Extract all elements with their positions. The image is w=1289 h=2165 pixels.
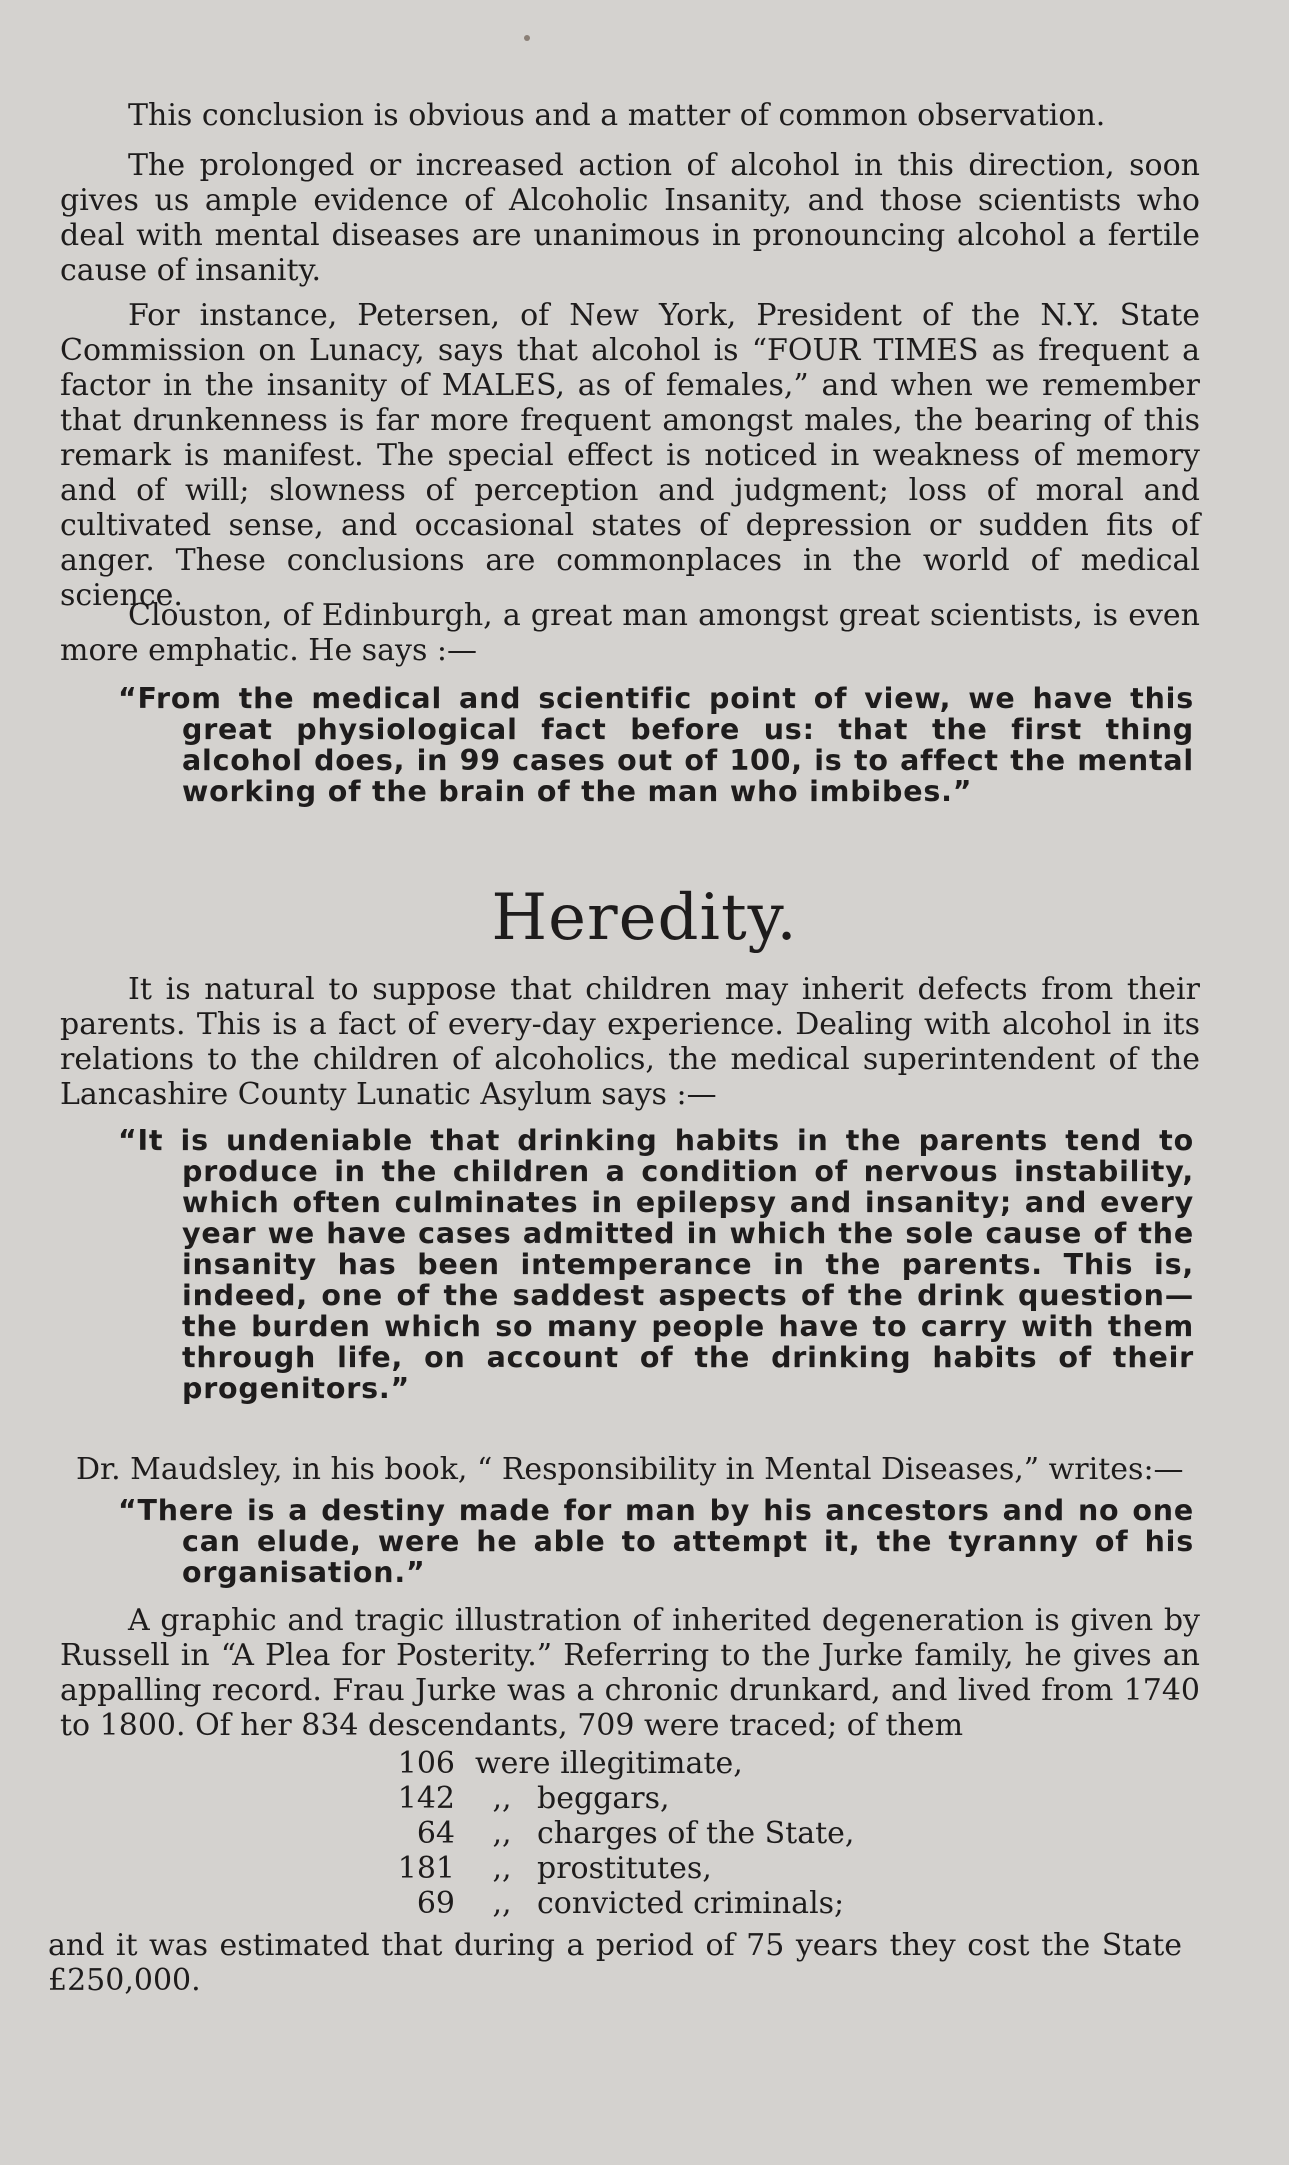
paragraph-clouston: Clouston, of Edinburgh, a great man amongst great scientists, is even more emphatic. He says :—	[60, 598, 1200, 668]
descendants-statistics	[395, 1746, 854, 1921]
ditto-mark: ,,	[492, 1816, 512, 1851]
stat-row-illegitimate	[395, 1746, 854, 1781]
section-heading-heredity: Heredity.	[491, 881, 798, 955]
stat-label: beggars,	[537, 1781, 670, 1816]
quote-lancashire	[118, 1124, 1194, 1405]
paragraph-jurke-family: A graphic and tragic illustration of inherited degeneration is given by Russell in “A Plea for Posterity.” Referring to the Jurke family, he gives an appalling record. Frau Jurke was a chronic drunkard, and lived from 1740 to 1800. Of her 834 descendants, 709 were traced; of them	[60, 1603, 1200, 1743]
stat-count: 69	[416, 1886, 455, 1921]
stat-label: prostitutes,	[537, 1851, 712, 1886]
quote-maudsley-text: “There is a destiny made for man by his ancestors and no one can elude, were he able to attempt it, the tyranny of his organisation.”	[118, 1494, 1194, 1589]
stat-count: 142	[397, 1781, 455, 1816]
quote-clouston-text: “From the medical and scientific point of view, we have this great physiological fact before us: that the first thing alcohol does, in 99 cases out of 100, is to affect the mental working of the brain of the man who imbibes.”	[118, 682, 1194, 808]
paper-speck	[524, 35, 530, 41]
stat-count: 106	[397, 1746, 455, 1781]
paragraph-conclusion: This conclusion is obvious and a matter of common observation.	[128, 98, 1106, 133]
paragraph-alcoholic-insanity: The prolonged or increased action of alcohol in this direction, soon gives us ample evidence of Alcoholic Insanity, and those scientists who deal with mental diseases are unanimous in pronouncing alcohol a fertile cause of insanity.	[60, 148, 1200, 288]
stat-row-prostitutes	[395, 1851, 854, 1886]
stat-count: 64	[416, 1816, 455, 1851]
stat-count: 181	[397, 1851, 455, 1886]
ditto-mark: ,,	[492, 1781, 512, 1816]
quote-clouston	[118, 682, 1194, 808]
paragraph-cost-to-state: and it was estimated that during a period of 75 years they cost the State £250,000.	[48, 1928, 1182, 1998]
stat-label: charges of the State,	[537, 1816, 855, 1851]
stat-row-criminals	[395, 1886, 854, 1921]
stat-row-beggars	[395, 1781, 854, 1816]
stat-row-charges	[395, 1816, 854, 1851]
paragraph-inherit-defects: It is natural to suppose that children may inherit defects from their parents. This is a fact of every-day experience. Dealing with alcohol in its relations to the children of alcoholics, the medical superintendent of the Lancashire County Lunatic Asylum says :—	[60, 972, 1200, 1112]
quote-lancashire-text: “It is undeniable that drinking habits in the parents tend to produce in the children a condition of nervous instability, which often culminates in epilepsy and insanity; and every year we have cases admitted in which the sole cause of the insanity has been intemperance in the parents. This is, indeed, one of the saddest aspects of the drink question—the burden which so many people have to carry with them through life, on account of the drinking habits of their progenitors.”	[118, 1124, 1194, 1405]
stat-label: were illegitimate,	[475, 1746, 743, 1781]
ditto-mark: ,,	[492, 1886, 512, 1921]
ditto-mark: ,,	[492, 1851, 512, 1886]
paragraph-petersen: For instance, Petersen, of New York, President of the N.Y. State Commission on Lunacy, says that alcohol is “FOUR TIMES as frequent a factor in the insanity of MALES, as of females,” and when we remember that drunkenness is far more frequent amongst males, the bearing of this remark is manifest. The special effect is noticed in weakness of memory and of will; slowness of perception and judgment; loss of moral and cultivated sense, and occasional states of depression or sudden fits of anger. These conclusions are commonplaces in the world of medical science.	[60, 298, 1200, 613]
quote-maudsley	[118, 1494, 1194, 1589]
stat-label: convicted criminals;	[537, 1886, 845, 1921]
paragraph-maudsley: Dr. Maudsley, in his book, “ Responsibility in Mental Diseases,” writes:—	[76, 1452, 1184, 1487]
